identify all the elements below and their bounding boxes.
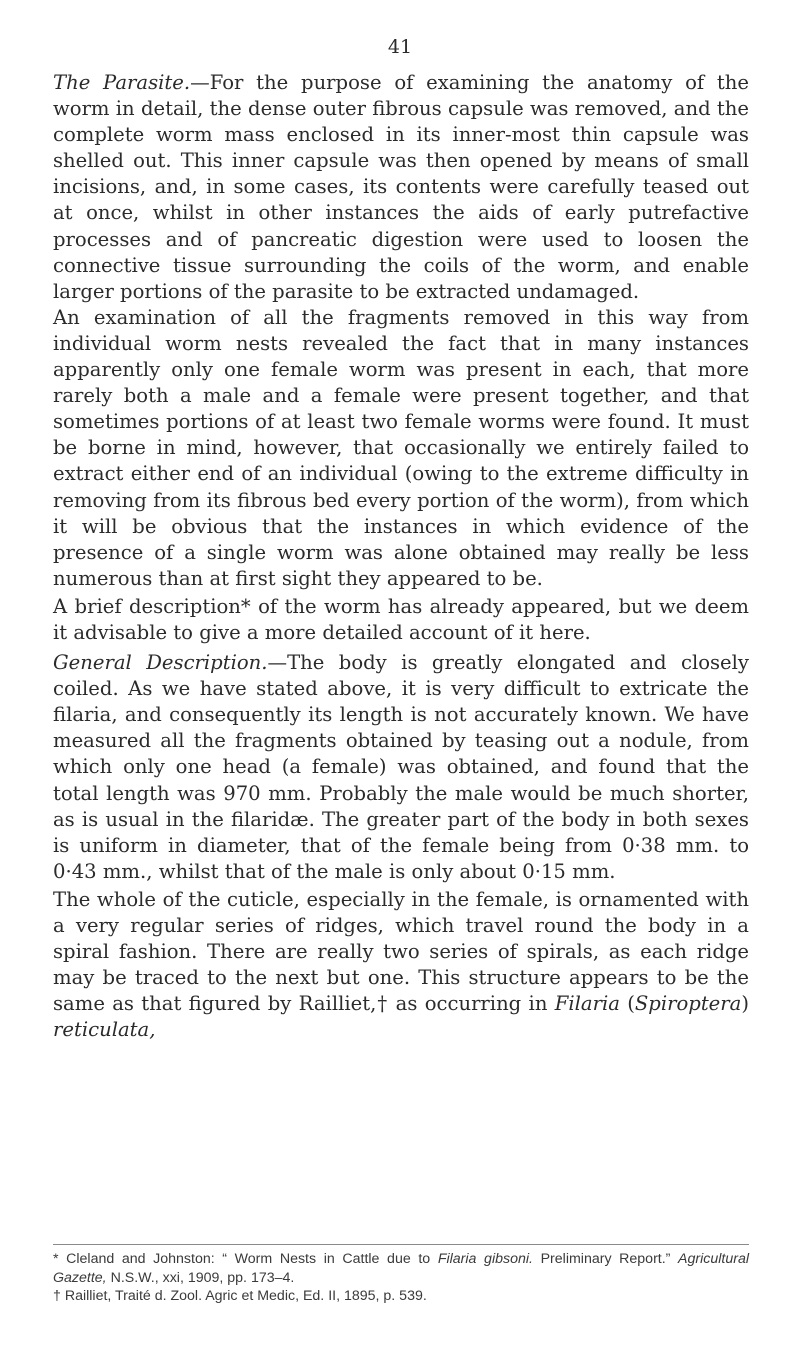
footnote-text: * Cleland and Johnston: “ Worm Nests in Cattle due to [53, 1251, 438, 1267]
paragraph-text: —The body is greatly elongated and closely coiled. As we have stated above, it is very difficult to extricate the filaria, and consequently its length is not accurately known. We have measured all the fragments obtained by teasing out a nodule, from which only one head (a female) was obtained, and found that the total length was 970 mm. Probably the male would be much shorter, as is usual in the filaridæ. The greater part of the body in both sexes is uniform in diameter, that of the female being from 0·38 mm. to 0·43 mm., whilst that of the male is only about 0·15 mm. [53, 651, 749, 883]
paragraph-the-parasite [53, 70, 749, 305]
subgenus-name: Spiroptera [634, 992, 742, 1016]
paragraph-general-description [53, 650, 749, 885]
footnote-cleland-johnston [53, 1250, 749, 1287]
paragraph-text: A brief description* of the worm has already appeared, but we deem it advisable to give a more detailed account of it here. [53, 594, 749, 644]
footnote-species: Filaria gibsoni. [437, 1251, 533, 1267]
footnote-divider [53, 1244, 749, 1245]
section-heading-general-description: General Description. [53, 651, 268, 675]
footnote-railliet: † Railliet, Traité d. Zool. Agric et Medic, Ed. II, 1895, p. 539. [53, 1288, 427, 1304]
footnote-journal: Agricultural Gazette, [53, 1251, 749, 1286]
footnote-text: N.S.W., xxi, 1909, pp. 173–4. [106, 1269, 295, 1286]
footnote-text: Preliminary Report.” [532, 1251, 679, 1267]
paragraph-text: An examination of all the fragments removed in this way from individual worm nests revealed the fact that in many instances apparently only one female worm was present in each, that more rarely both a male and a female were present together, and that sometimes portions of at least two female worms were found. It must be borne in mind, however, that occasionally we entirely failed to extract either end of an individual (owing to the extreme difficulty in removing from its fibrous bed every portion of the worm), from which it will be obvious that the instances in which evidence of the presence of a single worm was alone obtained may really be less numerous than at first sight they appeared to be. [53, 305, 749, 590]
paragraph-text: —For the purpose of examining the anatomy of the worm in detail, the dense outer fibrous capsule was removed, and the complete worm mass enclosed in its inner-most thin capsule was shelled out. This inner capsule was then opened by means of small incisions, and, in some cases, its contents were carefully teased out at once, whilst in other instances the aids of early putrefactive processes and of pancreatic digestion were used to loosen the connective tissue surrounding the coils of the worm, and enable larger portions of the parasite to be extracted undamaged. [53, 71, 749, 303]
paragraph-brief-description [53, 594, 749, 646]
paragraph-text: ( [619, 992, 635, 1016]
paragraph-examination [53, 305, 749, 592]
paragraph-text: ) [741, 992, 749, 1016]
paragraph-cuticle [53, 887, 749, 1044]
section-heading-the-parasite: The Parasite. [53, 71, 191, 94]
genus-name: Filaria [554, 992, 620, 1016]
page-number: 41 [387, 36, 413, 58]
species-name: reticulata, [53, 1018, 156, 1042]
paragraph-text: The whole of the cuticle, especially in the female, is ornamented with a very regular series of ridges, which travel round the body in a spiral fashion. There are really two series of spirals, as each ridge may be traced to the next but one. This structure appears to be the same as that figured by Railliet,† as occurring in [53, 887, 749, 1016]
footnotes [53, 1250, 749, 1306]
body-text [53, 70, 749, 1043]
